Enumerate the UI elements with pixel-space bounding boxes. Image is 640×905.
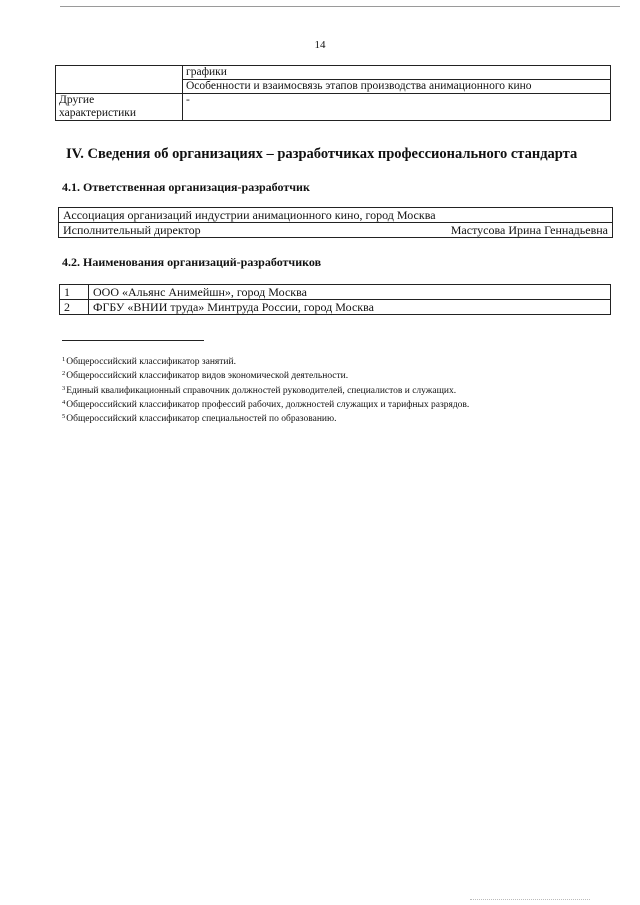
person-name: Мастусова Ирина Геннадьевна xyxy=(450,223,608,237)
table-row xyxy=(56,66,611,94)
responsible-heading: 4.1. Ответственная организация-разработчик xyxy=(62,180,310,194)
cell-line: Особенности и взаимосвязь этапов производства анимационного кино xyxy=(186,80,532,92)
table-cell xyxy=(183,66,611,94)
table-cell: - xyxy=(183,94,611,121)
footnote-mark: 5 xyxy=(62,413,66,421)
table-cell xyxy=(59,223,613,238)
cell-line: графики xyxy=(183,66,610,80)
scan-artifact xyxy=(470,899,590,900)
footnote-text: Единый квалификационный справочник должностей руководителей, специалистов и служащих. xyxy=(66,385,457,396)
table-row xyxy=(60,300,611,315)
row-number: 2 xyxy=(60,300,89,315)
page-number: 14 xyxy=(314,39,326,51)
footnote xyxy=(62,411,602,425)
developers-table xyxy=(59,284,611,315)
footnote xyxy=(62,383,602,397)
table-cell-empty xyxy=(56,66,183,94)
signatory-row xyxy=(63,223,608,237)
footnote xyxy=(62,354,602,368)
position-title: Исполнительный директор xyxy=(63,223,201,237)
organization-name: Ассоциация организаций индустрии анимационного кино, город Москва xyxy=(59,208,613,223)
row-number: 1 xyxy=(60,285,89,300)
cell-line: Другие xyxy=(59,94,95,106)
section-title: IV. Сведения об организациях – разработчиках профессионального стандарта xyxy=(66,146,578,162)
footnote-mark: 3 xyxy=(62,384,66,392)
developers-heading: 4.2. Наименования организаций-разработчиков xyxy=(62,255,322,269)
scan-edge-line xyxy=(60,6,620,7)
cell-line: характеристики xyxy=(59,107,137,119)
footnote xyxy=(62,397,602,411)
footnote-text: Общероссийский классификатор специальностей по образованию. xyxy=(66,414,337,425)
table-row xyxy=(56,94,611,121)
table-cell-label xyxy=(56,94,183,121)
table-row xyxy=(60,285,611,300)
characteristics-table xyxy=(55,65,611,121)
footnote-mark: 4 xyxy=(62,398,66,406)
developer-name: ФГБУ «ВНИИ труда» Минтруда России, город Москва xyxy=(89,300,611,315)
developer-name: ООО «Альянс Анимейшн», город Москва xyxy=(89,285,611,300)
footnote-separator xyxy=(62,340,204,341)
table-row xyxy=(59,208,613,223)
table-row xyxy=(59,223,613,238)
footnote xyxy=(62,368,602,382)
footnotes xyxy=(62,354,602,425)
footnote-text: Общероссийский классификатор занятий. xyxy=(66,357,236,367)
footnote-mark: 2 xyxy=(62,370,66,378)
footnote-mark: 1 xyxy=(62,356,66,363)
responsible-org-table xyxy=(58,207,613,238)
footnote-text: Общероссийский классификатор профессий рабочих, должностей служащих и тарифных разрядов. xyxy=(66,399,470,410)
footnote-text: Общероссийский классификатор видов экономической деятельности. xyxy=(66,371,349,382)
